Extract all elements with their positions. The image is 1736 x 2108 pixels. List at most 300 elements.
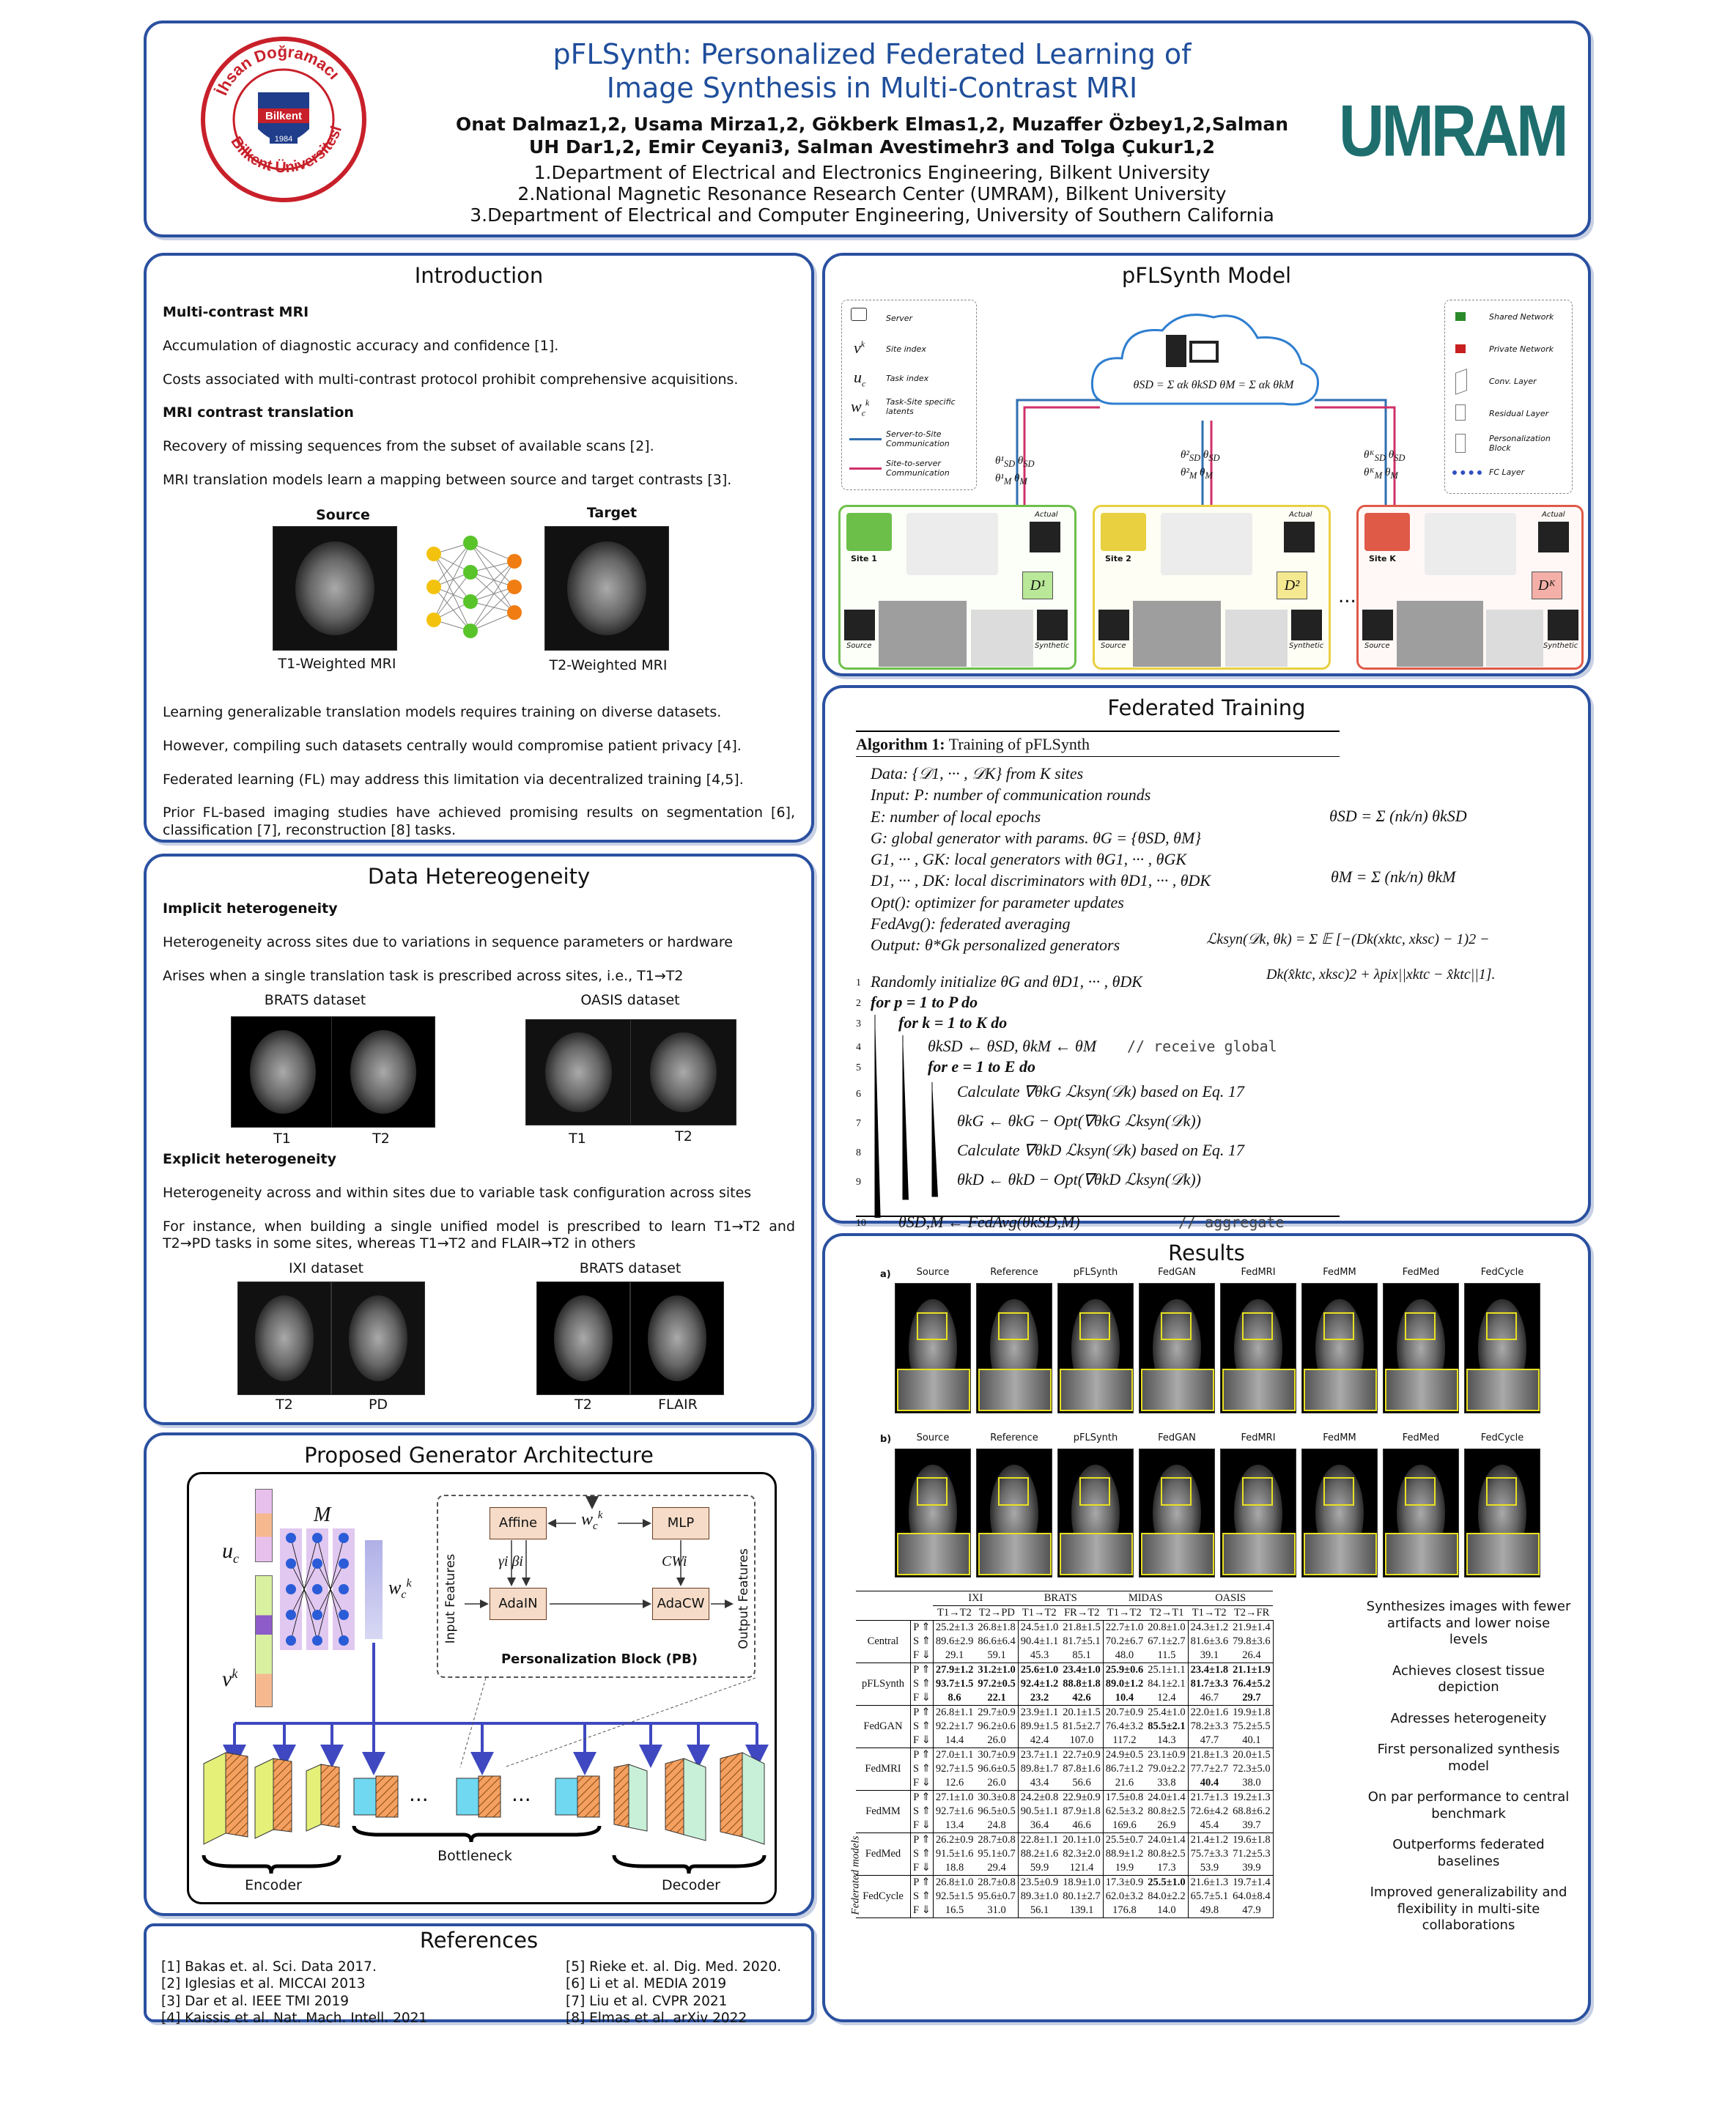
table-row <box>856 1791 1273 1805</box>
results-image-a <box>1464 1283 1540 1413</box>
table-cell: 22.8±1.1 <box>1020 1834 1059 1846</box>
table-cell: F ⇓ <box>911 1776 934 1791</box>
table-cell: 65.7±5.1 <box>1190 1890 1229 1902</box>
table-dataset-header: OASIS <box>1188 1591 1273 1606</box>
sitek-decoder <box>1486 610 1543 667</box>
equation-theta-m: θM = Σ (nk/n) θkM <box>1331 868 1456 886</box>
table-cell: 12.6 <box>933 1776 975 1791</box>
table-cell: 87.8±1.6 <box>1060 1762 1103 1776</box>
oasis-label: OASIS dataset <box>580 992 680 1008</box>
table-cell: 14.4 <box>933 1734 975 1748</box>
ref-7: [7] Liu et al. CVPR 2021 <box>566 1993 728 2009</box>
table-cell: 19.6±1.8 <box>1230 1833 1273 1848</box>
table-cell: P ⇑ <box>911 1748 934 1763</box>
brats-t1-image <box>231 1016 335 1128</box>
table-cell: P ⇑ <box>911 1791 934 1805</box>
implicit-text-2: Arises when a single translation task is prescribed across sites, i.e., T1→T2 <box>163 967 684 984</box>
table-cell: 25.5±0.7 <box>1105 1834 1144 1846</box>
implicit-heading: Implicit heterogeneity <box>163 900 338 917</box>
table-cell: 67.1±2.7 <box>1145 1635 1188 1649</box>
table-cell: 76.4±5.2 <box>1230 1677 1273 1691</box>
model-title: pFLSynth Model <box>1121 263 1292 288</box>
row-b-label: b) <box>880 1434 892 1445</box>
affiliation-3: 3.Department of Electrical and Computer Engineering, University of Southern California <box>470 204 1274 226</box>
algo-line-opt: Opt(): optimizer for parameter updates <box>871 892 1124 911</box>
table-cell: 12.4 <box>1145 1691 1188 1706</box>
federated-models-label: Federated models <box>849 1835 862 1915</box>
table-cell: 46.6 <box>1060 1819 1103 1833</box>
algo-comment-receive: // receive global <box>1127 1038 1277 1055</box>
zoom-inset <box>978 1369 1052 1411</box>
table-cell: 25.2±1.3 <box>935 1621 974 1633</box>
site2-decoder <box>1225 610 1288 667</box>
t2-weighted-caption: T2-Weighted MRI <box>549 657 668 673</box>
m-label: M <box>314 1504 331 1526</box>
sitek-label: Site K <box>1369 554 1396 563</box>
table-cell: 62.0±3.2 <box>1105 1890 1144 1902</box>
ellipsis-1: ... <box>409 1782 429 1806</box>
explicit-text-1: Heterogeneity across and within sites due to variable task configuration across sites <box>163 1184 752 1201</box>
ref-1: [1] Bakas et. al. Sci. Data 2017. <box>161 1959 377 1975</box>
table-cell: F ⇓ <box>911 1819 934 1833</box>
logo-top-text: İhsan Doğramacı <box>212 42 344 98</box>
sitek-source-image <box>1362 610 1393 640</box>
brats-t2-image <box>331 1016 435 1128</box>
table-cell: 18.8 <box>933 1861 975 1876</box>
decoder-label: Decoder <box>662 1877 720 1893</box>
zoom-inset <box>1141 1369 1214 1411</box>
zoom-box <box>1161 1312 1192 1341</box>
table-cell: S ⇑ <box>911 1847 934 1861</box>
table-task-header: T1→T2 <box>1103 1606 1145 1621</box>
table-cell: 38.0 <box>1230 1776 1273 1791</box>
table-cell: 89.0±1.2 <box>1105 1678 1144 1690</box>
table-cell: 107.0 <box>1060 1734 1103 1748</box>
legend-pb: Personalization Block <box>1489 434 1551 453</box>
algo-line-input: Input: P: number of communication rounds <box>871 785 1151 805</box>
table-cell: 92.4±1.2 <box>1020 1678 1059 1690</box>
table-cell: 59.1 <box>975 1649 1018 1663</box>
umram-logo: UMRAM <box>1339 90 1566 172</box>
logo-year-text: 1984 <box>274 135 293 144</box>
table-cell: 48.0 <box>1103 1649 1145 1663</box>
output-features-label: Output Features <box>736 1548 751 1649</box>
table-cell: S ⇑ <box>911 1677 934 1691</box>
table-cell: P ⇑ <box>911 1833 934 1848</box>
ixi-label: IXI dataset <box>288 1260 364 1276</box>
table-cell: 47.7 <box>1188 1734 1230 1748</box>
zoom-inset <box>1466 1369 1540 1411</box>
table-row <box>856 1833 1273 1848</box>
zoom-box <box>1079 1477 1111 1505</box>
table-cell: 42.4 <box>1018 1734 1060 1748</box>
table-cell: 75.7±3.3 <box>1190 1848 1229 1860</box>
table-cell: 31.0 <box>975 1904 1018 1918</box>
sitek-source-label: Source <box>1364 642 1390 650</box>
highlight-2: Achieves closest tissue depiction <box>1392 1663 1545 1695</box>
implicit-text-1: Heterogeneity across sites due to variations in sequence parameters or hardware <box>163 933 733 950</box>
table-cell: 72.6±4.2 <box>1190 1805 1229 1817</box>
table-cell: 14.0 <box>1145 1904 1188 1918</box>
table-cell: 39.9 <box>1230 1861 1273 1876</box>
oasis-t1-caption: T1 <box>569 1131 586 1147</box>
table-cell: 77.7±2.7 <box>1190 1763 1229 1775</box>
table-cell: 62.5±3.2 <box>1105 1805 1144 1817</box>
table-cell: 81.7±3.3 <box>1190 1678 1229 1690</box>
zoom-box <box>1486 1312 1518 1341</box>
highlight-5: On par performance to central benchmark <box>1367 1789 1570 1822</box>
line-num-1: 1 <box>856 977 861 988</box>
table-cell: 23.4±1.0 <box>1060 1663 1103 1678</box>
table-cell: 24.3±1.2 <box>1190 1621 1229 1633</box>
table-cell: 45.3 <box>1018 1649 1060 1663</box>
sitek-mapper <box>1425 513 1516 575</box>
table-cell: 27.9±1.2 <box>935 1664 974 1676</box>
table-cell: 64.0±8.4 <box>1230 1890 1273 1904</box>
federated-training-title: Federated Training <box>1107 695 1306 720</box>
table-cell: 29.1 <box>933 1649 975 1663</box>
table-cell: 24.8 <box>975 1819 1018 1833</box>
table-cell: 20.1±1.5 <box>1060 1706 1103 1720</box>
architecture-title: Proposed Generator Architecture <box>304 1443 654 1468</box>
table-cell: 29.7 <box>1230 1691 1273 1706</box>
ref-8: [8] Elmas et al. arXiv 2022 <box>566 2011 747 2027</box>
table-cell: F ⇓ <box>911 1649 934 1663</box>
table-cell: 96.2±0.6 <box>975 1720 1018 1734</box>
site2-encoder <box>1133 601 1221 667</box>
legend-server: Server <box>886 314 913 323</box>
table-row <box>856 1677 1273 1691</box>
ref-4: [4] Kaissis et al. Nat. Mach. Intell. 2021 <box>161 2011 428 2027</box>
table-row <box>856 1734 1273 1748</box>
table-cell: 21.8±1.3 <box>1190 1749 1229 1761</box>
table-cell: 68.8±6.2 <box>1230 1805 1273 1819</box>
aggregation-formula: θSD = Σ αk θkSD θM = Σ αk θkM <box>1133 379 1294 391</box>
site1-actual-label: Actual <box>1035 511 1058 519</box>
affiliation-2: 2.National Magnetic Resonance Research Center (UMRAM), Bilkent University <box>517 183 1227 205</box>
algo-line-grad-g: Calculate ∇θkG ℒksyn(𝒟k) based on Eq. 17 <box>957 1082 1244 1101</box>
table-cell: 43.4 <box>1018 1776 1060 1791</box>
table-cell: F ⇓ <box>911 1904 934 1918</box>
algo-line-receive: θkSD ← θSD, θkM ← θM <box>928 1037 1097 1055</box>
gamma-beta-label: γi βi <box>498 1553 523 1569</box>
line-num-7: 7 <box>856 1118 861 1129</box>
oasis-t2-image <box>630 1019 736 1125</box>
algo-line-data: Data: {𝒟1, ··· , 𝒟K} from K sites <box>871 764 1084 783</box>
table-cell: 95.6±0.7 <box>975 1890 1018 1904</box>
source-label: Source <box>316 507 370 523</box>
input-features-label: Input Features <box>443 1553 458 1644</box>
table-cell: 22.7±1.0 <box>1105 1621 1144 1633</box>
intro-text-6: However, compiling such datasets centrally would compromise patient privacy [4]. <box>163 737 742 754</box>
table-cell: 21.9±1.4 <box>1230 1621 1273 1635</box>
table-cell: P ⇑ <box>911 1621 934 1635</box>
table-cell: P ⇑ <box>911 1663 934 1678</box>
references-title: References <box>419 1928 539 1953</box>
t1-brain-image <box>273 526 397 651</box>
table-row <box>856 1691 1273 1706</box>
table-cell: 82.3±2.0 <box>1060 1847 1103 1861</box>
results-grid-a <box>895 1267 1547 1415</box>
legend-site-index: Site index <box>886 344 926 354</box>
brats-t2-explicit-image <box>536 1282 630 1395</box>
table-cell: 53.9 <box>1188 1861 1230 1876</box>
table-cell: 26.4 <box>1230 1649 1273 1663</box>
sites-ellipsis: ... <box>1338 585 1356 607</box>
table-cell: 25.6±1.0 <box>1020 1664 1059 1676</box>
table-cell: 20.1±1.0 <box>1060 1833 1103 1848</box>
site1-hospital-icon <box>846 513 892 551</box>
ellipsis-2: ... <box>511 1782 531 1806</box>
results-image-b <box>1220 1449 1296 1578</box>
table-cell: 169.6 <box>1103 1819 1145 1833</box>
table-cell: 19.7±1.4 <box>1230 1876 1273 1890</box>
table-cell: 49.8 <box>1188 1904 1230 1918</box>
table-row <box>856 1621 1273 1635</box>
table-cell: 79.8±3.6 <box>1230 1635 1273 1649</box>
results-col-label-a: FedGAN <box>1158 1267 1196 1278</box>
algo-line-fedavg: FedAvg(): federated averaging <box>871 914 1071 933</box>
table-cell: 22.7±0.9 <box>1060 1748 1103 1763</box>
table-method-name: FedCycle <box>856 1876 911 1918</box>
table-row <box>856 1635 1273 1649</box>
bottleneck-label: Bottleneck <box>437 1848 512 1864</box>
table-cell: 80.1±2.7 <box>1060 1890 1103 1904</box>
authors-line1: Onat Dalmaz1,2, Usama Mirza1,2, Gökberk Elmas1,2, Muzaffer Özbey1,2,Salman <box>455 114 1289 136</box>
results-col-label-b: FedCycle <box>1480 1432 1524 1443</box>
table-cell: 23.7±1.1 <box>1020 1749 1059 1761</box>
table-cell: 29.4 <box>975 1861 1018 1876</box>
table-cell: 92.2±1.7 <box>935 1720 974 1732</box>
introduction-panel <box>144 253 814 843</box>
federated-training-panel <box>822 685 1591 1231</box>
table-cell: 24.2±0.8 <box>1020 1791 1059 1803</box>
algo-line-local-gens: G1, ··· , GK: local generators with θG1, ··· , θGK <box>871 850 1187 868</box>
sitek-synthetic-image <box>1548 610 1578 640</box>
explicit-heading: Explicit heterogeneity <box>163 1151 337 1167</box>
results-col-label-a: FedMM <box>1323 1267 1356 1278</box>
algo-line-update-d: θkD ← θkD − Opt(∇θkD ℒksyn(𝒟k)) <box>957 1170 1202 1188</box>
algo-line-update-g: θkG ← θkG − Opt(∇θkG ℒksyn(𝒟k)) <box>957 1112 1202 1130</box>
results-grid-b <box>895 1432 1547 1579</box>
table-cell: 88.9±1.2 <box>1105 1848 1144 1860</box>
table-cell: 40.4 <box>1188 1776 1230 1791</box>
table-cell: 17.5±0.8 <box>1105 1791 1144 1803</box>
zoom-inset <box>1466 1533 1540 1575</box>
highlight-4: First personalized synthesis model <box>1377 1742 1560 1774</box>
table-cell: 24.0±1.4 <box>1145 1791 1188 1805</box>
zoom-inset <box>1141 1533 1214 1575</box>
table-method-name: FedGAN <box>856 1706 911 1748</box>
table-method-name: Central <box>856 1621 911 1663</box>
table-cell: 97.2±0.5 <box>975 1677 1018 1691</box>
site2-params: $\theta^2_{SD}$ $\theta_{SD}$ $\theta^2_M$ $\theta_M$ <box>1181 449 1220 481</box>
zoom-box <box>1323 1477 1355 1505</box>
table-cell: 17.3±0.9 <box>1105 1876 1144 1888</box>
zoom-inset <box>897 1533 970 1575</box>
table-cell: 26.0 <box>975 1734 1018 1748</box>
table-row <box>856 1720 1273 1734</box>
table-cell: 21.6±1.3 <box>1190 1876 1229 1888</box>
algo-line-for-p: for p = 1 to P do <box>871 993 978 1011</box>
sitek-encoder <box>1397 601 1483 667</box>
sitek-hospital-icon <box>1364 513 1410 551</box>
table-cell: 75.2±5.5 <box>1230 1720 1273 1734</box>
encoder-label: Encoder <box>245 1877 302 1893</box>
table-cell: 10.4 <box>1103 1691 1145 1706</box>
highlight-1: Synthesizes images with fewer artifacts and lower noise levels <box>1366 1599 1571 1647</box>
sitek-actual-label: Actual <box>1542 511 1565 519</box>
table-cell: 28.7±0.8 <box>975 1876 1018 1890</box>
table-cell: 26.8±1.0 <box>935 1876 974 1888</box>
site2-actual-label: Actual <box>1289 511 1312 519</box>
algorithm-title: Algorithm 1: <box>856 735 945 753</box>
table-row <box>856 1706 1273 1720</box>
site2-source-image <box>1098 610 1129 640</box>
explicit-text-2: For instance, when building a single unified model is prescribed to learn T1→T2 and T2→PD tasks in some sites, whereas T1→T2 and FLAIR→T2 in others <box>163 1218 795 1252</box>
table-cell: 36.4 <box>1018 1819 1060 1833</box>
table-cell: 24.9±0.5 <box>1105 1749 1144 1761</box>
table-cell: F ⇓ <box>911 1691 934 1706</box>
generator-blocks <box>189 1474 779 1907</box>
ixi-pd-caption: PD <box>368 1397 388 1413</box>
table-cell: 39.1 <box>1188 1649 1230 1663</box>
results-image-b <box>976 1449 1052 1578</box>
results-table <box>856 1591 1274 1918</box>
intro-heading-1: Multi-contrast MRI <box>163 304 309 320</box>
table-cell: 17.3 <box>1145 1861 1188 1876</box>
results-col-label-a: FedMed <box>1402 1267 1440 1278</box>
table-cell: 26.8±1.8 <box>975 1621 1018 1635</box>
affiliation-1: 1.Department of Electrical and Electronics Engineering, Bilkent University <box>533 162 1211 184</box>
table-cell: 23.9±1.1 <box>1020 1706 1059 1718</box>
table-cell: 89.8±1.7 <box>1020 1763 1059 1775</box>
zoom-box <box>1242 1477 1274 1505</box>
sitek-discriminator: Dᴷ <box>1532 572 1562 599</box>
results-image-a <box>976 1283 1052 1413</box>
table-task-header: T1→T2 <box>1018 1606 1060 1621</box>
table-cell: 27.0±1.1 <box>935 1749 974 1761</box>
legend-residual: Residual Layer <box>1489 409 1549 418</box>
results-col-label-b: Source <box>916 1432 950 1443</box>
line-num-3: 3 <box>856 1018 861 1029</box>
brats-t1-caption: T1 <box>273 1131 291 1147</box>
table-cell: 91.5±1.6 <box>935 1848 974 1860</box>
t1-weighted-caption: T1-Weighted MRI <box>278 656 396 672</box>
table-row <box>856 1819 1273 1833</box>
adain-box: AdaIN <box>490 1588 547 1620</box>
table-cell: 26.2±0.9 <box>935 1834 974 1846</box>
table-cell: 139.1 <box>1060 1904 1103 1918</box>
table-cell: 90.4±1.1 <box>1020 1635 1059 1647</box>
table-cell: 26.0 <box>975 1776 1018 1791</box>
poster-title-line2: Image Synthesis in Multi-Contrast MRI <box>606 71 1138 104</box>
table-cell: 81.7±5.1 <box>1060 1635 1103 1649</box>
table-cell: 29.7±0.9 <box>975 1706 1018 1720</box>
results-col-label-a: Source <box>916 1267 950 1278</box>
table-cell: 89.3±1.0 <box>1020 1890 1059 1902</box>
site2-label: Site 2 <box>1105 554 1131 563</box>
table-method-name: FedMed <box>856 1833 911 1876</box>
intro-text-7: Federated learning (FL) may address this limitation via decentralized training [4,5]. <box>163 771 744 788</box>
legend-conv: Conv. Layer <box>1489 377 1537 386</box>
table-cell: 93.7±1.5 <box>935 1678 974 1690</box>
architecture-panel <box>144 1432 814 1916</box>
table-cell: 81.5±2.7 <box>1060 1720 1103 1734</box>
ref-6: [6] Li et al. MEDIA 2019 <box>566 1976 727 1992</box>
table-cell: P ⇑ <box>911 1876 934 1890</box>
results-image-b <box>1464 1449 1540 1578</box>
table-row <box>856 1876 1273 1890</box>
intro-text-4: MRI translation models learn a mapping between source and target contrasts [3]. <box>163 471 732 488</box>
table-cell: 70.2±6.7 <box>1105 1635 1144 1647</box>
architecture-diagram: $u_c$ $v^k$ M $w_c^k$ Affine MLP $w_c^k$ γi βi CWi AdaIN AdaCW Input Features Output Features Personalization Block (PB) ... ... Encoder Bottleneck Decoder <box>187 1472 777 1904</box>
table-cell: 20.0±1.5 <box>1230 1748 1273 1763</box>
table-method-name: pFLSynth <box>856 1663 911 1706</box>
table-cell: 24.0±1.4 <box>1145 1833 1188 1848</box>
results-col-label-b: FedMRI <box>1241 1432 1276 1443</box>
legend-shared: Shared Network <box>1489 312 1554 322</box>
header-panel <box>144 21 1591 237</box>
line-num-2: 2 <box>856 998 861 1009</box>
table-cell: 20.7±0.9 <box>1105 1706 1144 1718</box>
table-cell: 96.5±0.5 <box>975 1805 1018 1819</box>
table-row <box>856 1762 1273 1776</box>
zoom-box <box>917 1312 948 1341</box>
table-cell: 59.9 <box>1018 1861 1060 1876</box>
equation-loss-1: ℒksyn(𝒟k, θk) = Σ 𝔼 [−(Dk(xktc, xksc) − 1)2 − <box>1206 931 1490 947</box>
table-cell: 176.8 <box>1103 1904 1145 1918</box>
poster-title-line1: pFLSynth: Personalized Federated Learning of <box>553 38 1192 70</box>
zoom-inset <box>897 1369 970 1411</box>
zoom-box <box>998 1477 1030 1505</box>
table-cell: 23.4±1.8 <box>1190 1664 1229 1676</box>
wc-top-label: w <box>581 1510 594 1529</box>
heterogeneity-panel <box>144 854 814 1425</box>
algo-line-for-k: for k = 1 to K do <box>898 1013 1008 1032</box>
table-cell: 22.0±1.6 <box>1190 1706 1229 1718</box>
highlight-3: Adresses heterogeneity <box>1390 1710 1547 1726</box>
zoom-inset <box>1060 1369 1133 1411</box>
table-cell: 11.5 <box>1145 1649 1188 1663</box>
line-num-10: 10 <box>856 1218 866 1229</box>
site1-actual-image <box>1030 522 1060 552</box>
highlight-6: Outperforms federated baselines <box>1392 1837 1545 1869</box>
results-image-a <box>1220 1283 1296 1413</box>
uc-label: u <box>222 1539 233 1563</box>
legend-server-to-site: Server-to-Site Communication <box>886 429 950 448</box>
table-cell: 92.7±1.5 <box>935 1763 974 1775</box>
heterogeneity-title: Data Hetereogeneity <box>367 864 591 889</box>
results-image-b <box>1139 1449 1215 1578</box>
table-task-header: T2→FR <box>1230 1606 1273 1621</box>
table-cell: 22.1 <box>975 1691 1018 1706</box>
site1-discriminator: D¹ <box>1022 572 1053 599</box>
legend-private: Private Network <box>1489 344 1554 354</box>
intro-text-5: Learning generalizable translation models requires training on diverse datasets. <box>163 704 722 720</box>
table-cell: 89.9±1.5 <box>1020 1720 1059 1732</box>
results-col-label-b: pFLSynth <box>1073 1432 1118 1443</box>
table-cell: P ⇑ <box>911 1706 934 1720</box>
table-cell: S ⇑ <box>911 1720 934 1734</box>
intro-text-1: Accumulation of diagnostic accuracy and confidence [1]. <box>163 337 559 354</box>
table-cell: 33.8 <box>1145 1776 1188 1791</box>
table-row <box>856 1890 1273 1904</box>
row-a-label: a) <box>880 1269 891 1280</box>
legend-fc: FC Layer <box>1489 467 1525 477</box>
table-row <box>856 1748 1273 1763</box>
site1-source-label: Source <box>846 642 872 650</box>
